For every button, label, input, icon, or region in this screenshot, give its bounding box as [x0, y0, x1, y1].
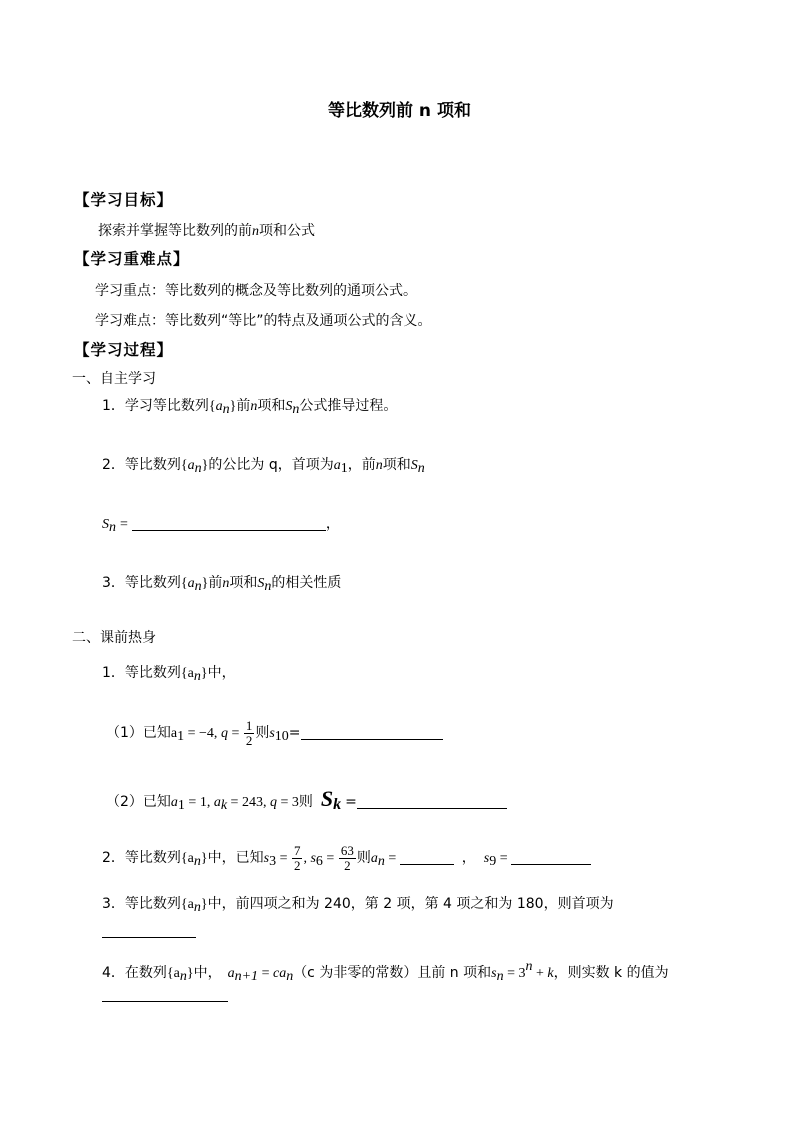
part2-heading: 二、课前热身	[72, 630, 156, 646]
question-text: 中，	[207, 665, 236, 681]
part1-question-1	[102, 396, 397, 420]
sum-symbol: s	[263, 851, 270, 866]
math-text: = 3	[276, 795, 299, 810]
sum-subscript: n	[496, 969, 504, 984]
heading-key-points: 【学习重难点】	[74, 250, 190, 268]
question-text: 中，前四项之和为 240，第 2 项，第 4 项之和为 180，则首项为	[207, 896, 614, 912]
key-focus-text: 学习重点：等比数列的概念及等比数列的通项公式。	[95, 283, 417, 299]
seq-symbol: a	[187, 666, 194, 681]
answer-line-q3	[102, 921, 196, 941]
brace-close: }	[201, 576, 209, 591]
sum-subscript: n	[264, 579, 272, 594]
brace-open: {	[180, 851, 188, 866]
math-text: = 243,	[227, 795, 270, 810]
math-text: = 1,	[184, 795, 214, 810]
fraction-numerator: 63	[340, 842, 354, 858]
sum-subscript: n	[109, 520, 116, 535]
then-text: 则	[255, 725, 270, 741]
part2-q1-part2	[106, 784, 507, 821]
math-comma: ,	[303, 851, 311, 866]
seq-subscript: n	[194, 461, 202, 476]
sum-subscript: n	[292, 402, 300, 417]
seq-subscript: n	[222, 402, 230, 417]
sum-subscript: 6	[315, 854, 323, 869]
brace-open: {	[208, 399, 216, 414]
answer-blank-an[interactable]	[400, 850, 454, 865]
question-text: 中，已知	[207, 850, 264, 866]
learning-goal-text	[98, 221, 315, 242]
brace-open: {	[180, 897, 188, 912]
equals-sign: =	[322, 851, 338, 866]
answer-line-q4	[102, 985, 228, 1005]
question-text: 前	[236, 398, 251, 414]
constant-k: k	[547, 966, 554, 981]
comma: ，	[325, 516, 340, 532]
fraction-sixty-three-halves	[339, 844, 356, 873]
question-text: 中，	[193, 965, 222, 981]
exponent: n	[525, 959, 533, 974]
part2-question-3	[102, 894, 614, 918]
answer-blank-k[interactable]	[102, 987, 228, 1002]
math-text: = −4,	[184, 726, 221, 741]
separator: ，	[461, 850, 476, 866]
question-text: 学习等比数列	[124, 398, 209, 414]
brace-close: }	[186, 966, 194, 981]
sum-subscript: 10	[274, 729, 289, 744]
equals-sign: =	[120, 517, 128, 532]
brace-close: }	[201, 458, 209, 473]
question-text: 的相关性质	[271, 575, 342, 591]
sum-symbol: S	[410, 458, 418, 473]
question-text: 前	[208, 575, 223, 591]
term-subscript: n	[377, 854, 385, 869]
brace-open: {	[180, 576, 188, 591]
goal-text-a: 探索并掌握等比数列的前	[98, 223, 252, 239]
question-text: 的公比为 q，首项为	[208, 457, 334, 473]
brace-open: {	[180, 458, 188, 473]
var-n: n	[375, 458, 383, 473]
var-n: n	[222, 576, 230, 591]
term-symbol: a	[227, 966, 235, 981]
part1-question-2	[102, 455, 425, 479]
fraction-numerator: 7	[293, 842, 301, 858]
term-subscript: 1	[177, 729, 185, 744]
seq-symbol: a	[187, 897, 194, 912]
answer-blank-sn[interactable]	[132, 516, 326, 531]
key-difficulty-text: 学习难点：等比数列“等比”的特点及通项公式的含义。	[95, 313, 432, 329]
fraction-seven-halves	[292, 844, 303, 873]
term-symbol: a	[213, 795, 221, 810]
brace-open: {	[166, 966, 174, 981]
term-symbol: a	[170, 726, 178, 741]
fraction-denominator: 2	[245, 732, 253, 748]
question-number: 1．	[102, 665, 125, 681]
term-subscript: n	[286, 969, 294, 984]
answer-blank-s9[interactable]	[511, 850, 591, 865]
fraction-denominator: 2	[344, 857, 351, 873]
goal-var-n: n	[252, 224, 259, 239]
brace-close: }	[200, 666, 208, 681]
brace-open: {	[180, 666, 188, 681]
brace-close: }	[200, 897, 208, 912]
sum-symbol: s	[491, 966, 497, 981]
seq-subscript: n	[193, 854, 201, 869]
question-number: 2．	[102, 457, 125, 473]
equals-sign: =	[384, 851, 400, 866]
sum-symbol: S	[102, 517, 109, 532]
question-text: 公式推导过程。	[299, 398, 398, 414]
part1-formula-line	[102, 514, 340, 538]
term-symbol: a	[279, 966, 287, 981]
ratio-symbol: q	[269, 795, 277, 810]
part2-q1-part1	[106, 718, 443, 752]
equals-sign: =	[227, 726, 243, 741]
question-text: 等比数列	[124, 850, 181, 866]
sub-question-label: （2）已知	[106, 794, 171, 810]
fraction-denominator: 2	[293, 857, 301, 873]
answer-blank-sk[interactable]	[357, 794, 507, 809]
var-n: n	[250, 399, 258, 414]
sum-symbol: S	[285, 399, 293, 414]
question-number: 4．	[102, 965, 125, 981]
equals-sign: =	[276, 851, 291, 866]
question-text: 等比数列	[124, 665, 181, 681]
page-title: 等比数列前 n 项和	[328, 101, 471, 121]
seq-subscript: n	[179, 969, 187, 984]
seq-symbol: a	[187, 851, 194, 866]
sum-subscript: k	[333, 796, 342, 813]
question-number: 3．	[102, 896, 125, 912]
question-text: 等比数列	[124, 575, 181, 591]
then-text: 则	[298, 794, 313, 810]
question-text: 等比数列	[124, 896, 181, 912]
brace-close: }	[229, 399, 237, 414]
sum-symbol: s	[483, 851, 490, 866]
brace-close: }	[200, 851, 208, 866]
question-text: （c 为非零的常数）且前 n 项和	[293, 965, 492, 981]
first-term-symbol: a	[333, 458, 341, 473]
seq-subscript: n	[193, 900, 201, 915]
part2-question-2	[102, 843, 591, 877]
equals-sign: =	[345, 794, 357, 810]
fraction-numerator: 1	[245, 717, 253, 733]
seq-symbol: a	[187, 576, 195, 591]
question-number: 3．	[102, 575, 125, 591]
heading-learning-process: 【学习过程】	[74, 341, 174, 359]
term-symbol: a	[370, 851, 378, 866]
equals-sign: =	[288, 725, 301, 741]
sum-symbol-large: S	[320, 786, 334, 811]
term-subscript: 1	[177, 798, 185, 813]
constant-c: c	[272, 966, 280, 981]
heading-learning-goal: 【学习目标】	[74, 191, 174, 209]
math-text: = 3	[503, 966, 526, 981]
equals-sign: =	[496, 851, 512, 866]
sum-symbol: s	[269, 726, 275, 741]
question-text: 项和	[382, 457, 411, 473]
sum-symbol: S	[257, 576, 265, 591]
seq-subscript: n	[194, 579, 202, 594]
seq-symbol: a	[173, 966, 180, 981]
question-text: 项和	[229, 575, 258, 591]
term-symbol: a	[170, 795, 178, 810]
part2-question-4	[102, 957, 669, 987]
answer-blank-s10[interactable]	[301, 725, 443, 740]
sum-subscript: n	[417, 461, 425, 476]
part2-question-1	[102, 663, 236, 687]
term-subscript: n+1	[234, 969, 259, 984]
sub-question-label: （1）已知	[106, 725, 171, 741]
goal-text-b: 项和公式	[259, 223, 315, 239]
question-text: 在数列	[124, 965, 167, 981]
question-text: ，前	[347, 457, 376, 473]
sum-symbol: s	[310, 851, 316, 866]
answer-blank-first-term[interactable]	[102, 923, 196, 938]
seq-symbol: a	[215, 399, 223, 414]
first-term-subscript: 1	[340, 461, 348, 476]
sum-subscript: 9	[489, 854, 497, 869]
then-text: 则	[356, 850, 371, 866]
term-subscript: k	[220, 798, 228, 813]
ratio-symbol: q	[220, 726, 228, 741]
seq-subscript: n	[193, 669, 201, 684]
question-text: 项和	[257, 398, 286, 414]
equals-sign: =	[258, 966, 273, 981]
part1-heading: 一、自主学习	[72, 371, 156, 387]
plus-sign: +	[532, 966, 548, 981]
fraction-one-half	[244, 719, 255, 748]
seq-symbol: a	[187, 458, 195, 473]
question-text: ，则实数 k 的值为	[553, 965, 669, 981]
question-text: 等比数列	[124, 457, 181, 473]
question-number: 1．	[102, 398, 125, 414]
question-number: 2．	[102, 850, 125, 866]
part1-question-3	[102, 573, 341, 597]
sum-subscript: 3	[269, 854, 277, 869]
